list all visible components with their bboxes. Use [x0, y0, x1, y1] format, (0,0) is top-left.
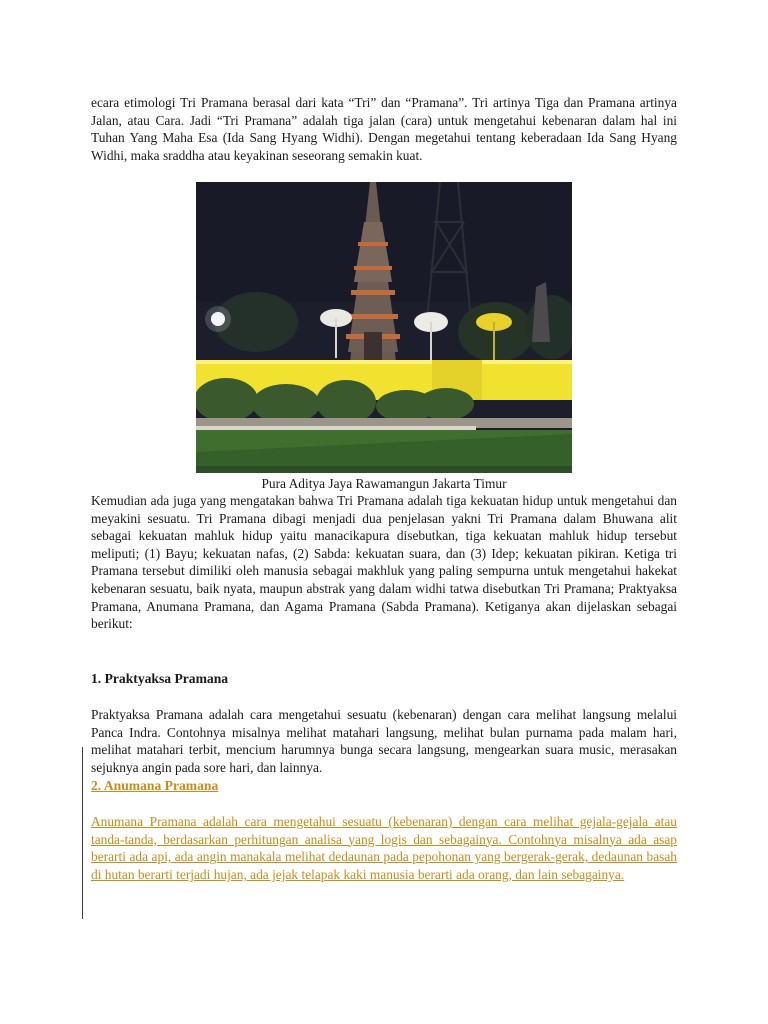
temple-photo — [196, 182, 572, 473]
track-change-bar — [82, 747, 83, 919]
section2-body: Anumana Pramana adalah cara mengetahui sesuatu (kebenaran) dengan cara melihat gejala-gejala atau tanda-tanda, berdasarkan perhitungan analisa yang logis dan sebagainya. Contohnya misalnya ada asap berarti ada api, ada angin manakala melihat dedaunan pada pepohonan yang bergerak-gerak, dedaunan basah di hutan berarti terjadi hujan, ada jejak telapak kaki manusia berarti ada orang, dan lain sebagainya. — [91, 814, 677, 882]
intro-paragraph: ecara etimologi Tri Pramana berasal dari kata “Tri” dan “Pramana”. Tri artinya Tiga dan Pramana artinya Jalan, atau Cara. Jadi “Tri Pramana” adalah tiga jalan (cara) untuk mengetahui kebenaran dalam hal ini Tuhan Yang Maha Esa (Ida Sang Hyang Widhi). Dengan megetahui tentang keberadaan Ida Sang Hyang Widhi, maka sraddha atau keyakinan seseorang semakin kuat. — [91, 95, 677, 163]
section1-heading: 1. Praktyaksa Pramana — [91, 671, 229, 686]
explanation-paragraph: Kemudian ada juga yang mengatakan bahwa Tri Pramana adalah tiga kekuatan hidup untuk mengetahui dan meyakini sesuatu. Tri Pramana dibagi menjadi dua penjelasan yakni Tri Pramana dalam Bhuwana alit sebagai kekuatan mahluk hidup yaitu manacikapura disebutkan, tiga kekuatan mahluk hidup tersebut meliputi; (1) Bayu; kekuatan nafas, (2) Sabda: kekuatan suara, dan (3) Idep; kekuatan pikiran. Ketiga tri Pramana tersebut dimiliki oleh manusia sebagai makhluk yang paling sempurna untuk mengetahui hakekat kebenaran sesuatu, baik nyata, maupun abstrak yang dalam widhi tatwa disebutkan Tri Pramana; Praktyaksa Pramana, Anumana Pramana, dan Agama Pramana (Sabda Pramana). Ketiganya akan dijelaskan sebagai berikut: — [91, 493, 677, 632]
section1-body: Praktyaksa Pramana adalah cara mengetahui sesuatu (kebenaran) dengan cara melihat langsung melalui Panca Indra. Contohnya misalnya melihat matahari langsung, melihat bulan purnama pada malam hari, melihat matahari terbit, mencium harumnya bunga secara langsung, mengearkan suara music, merasakan sejuknya angin pada sore hari, dan lainnya. — [91, 707, 677, 775]
photo-caption: Pura Aditya Jaya Rawamangun Jakarta Timur — [261, 476, 507, 491]
section2-heading: 2. Anumana Pramana — [91, 778, 219, 793]
